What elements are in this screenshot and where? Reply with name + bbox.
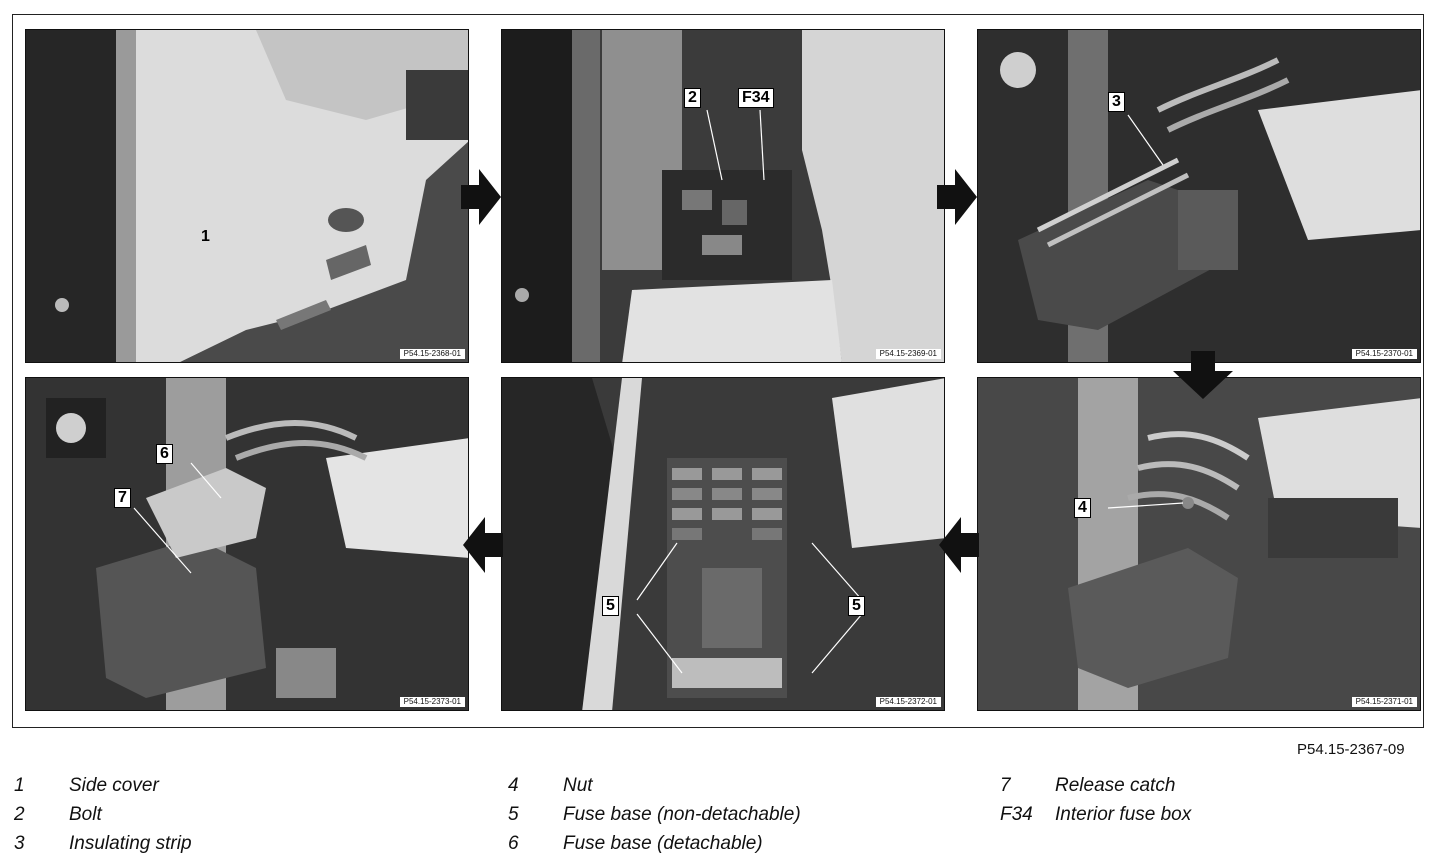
arrow-right-1-icon <box>461 169 501 225</box>
legend-item <box>508 771 801 800</box>
legend-text: Fuse base (detachable) <box>563 832 763 854</box>
legend-column-3 <box>1000 771 1191 829</box>
legend-number: 1 <box>14 774 25 796</box>
legend-number: 2 <box>14 803 25 825</box>
panel-code: P54.15-2368-01 <box>400 349 465 359</box>
photo-panel-nut <box>977 377 1421 711</box>
callout-f34: F34 <box>738 88 774 108</box>
callout-4: 4 <box>1074 498 1091 518</box>
legend-item <box>508 800 801 829</box>
panel-code: P54.15-2373-01 <box>400 697 465 707</box>
callout-5-left: 5 <box>602 596 619 616</box>
legend-text: Release catch <box>1055 774 1176 796</box>
legend-column-2 <box>508 771 801 858</box>
panel-code: P54.15-2371-01 <box>1352 697 1417 707</box>
legend-item <box>14 771 192 800</box>
legend-number: 4 <box>508 774 519 796</box>
legend-item <box>508 829 801 858</box>
photo-panel-bolt <box>501 29 945 363</box>
arrow-left-1-icon <box>939 517 979 573</box>
legend-text: Interior fuse box <box>1055 803 1192 825</box>
callout-6: 6 <box>156 444 173 464</box>
legend-number: 7 <box>1000 774 1011 796</box>
figure-code: P54.15-2367-09 <box>1297 741 1405 758</box>
callout-3: 3 <box>1108 92 1125 112</box>
legend-item <box>1000 771 1191 800</box>
legend-column-1 <box>14 771 192 858</box>
legend-text: Side cover <box>69 774 159 796</box>
callout-2: 2 <box>684 88 701 108</box>
arrow-right-2-icon <box>937 169 977 225</box>
legend-item <box>1000 800 1191 829</box>
legend-number: 6 <box>508 832 519 854</box>
legend-number: 5 <box>508 803 519 825</box>
photo-panel-side-cover <box>25 29 469 363</box>
callout-7: 7 <box>114 488 131 508</box>
photo-panel-fuse-base <box>501 377 945 711</box>
callout-1: 1 <box>201 228 210 245</box>
legend-number: 3 <box>14 832 25 854</box>
arrow-down-icon <box>1173 351 1233 399</box>
legend-item <box>14 829 192 858</box>
legend-number: F34 <box>1000 803 1033 825</box>
panel-code: P54.15-2370-01 <box>1352 349 1417 359</box>
legend-text: Nut <box>563 774 593 796</box>
legend-text: Fuse base (non-detachable) <box>563 803 801 825</box>
panel-code: P54.15-2372-01 <box>876 697 941 707</box>
photo-panel-release-catch <box>25 377 469 711</box>
legend-text: Insulating strip <box>69 832 192 854</box>
callout-5-right: 5 <box>848 596 865 616</box>
figure-frame <box>12 14 1424 728</box>
photo-panel-insulating-strip <box>977 29 1421 363</box>
legend-text: Bolt <box>69 803 102 825</box>
arrow-left-2-icon <box>463 517 503 573</box>
legend-item <box>14 800 192 829</box>
panel-code: P54.15-2369-01 <box>876 349 941 359</box>
